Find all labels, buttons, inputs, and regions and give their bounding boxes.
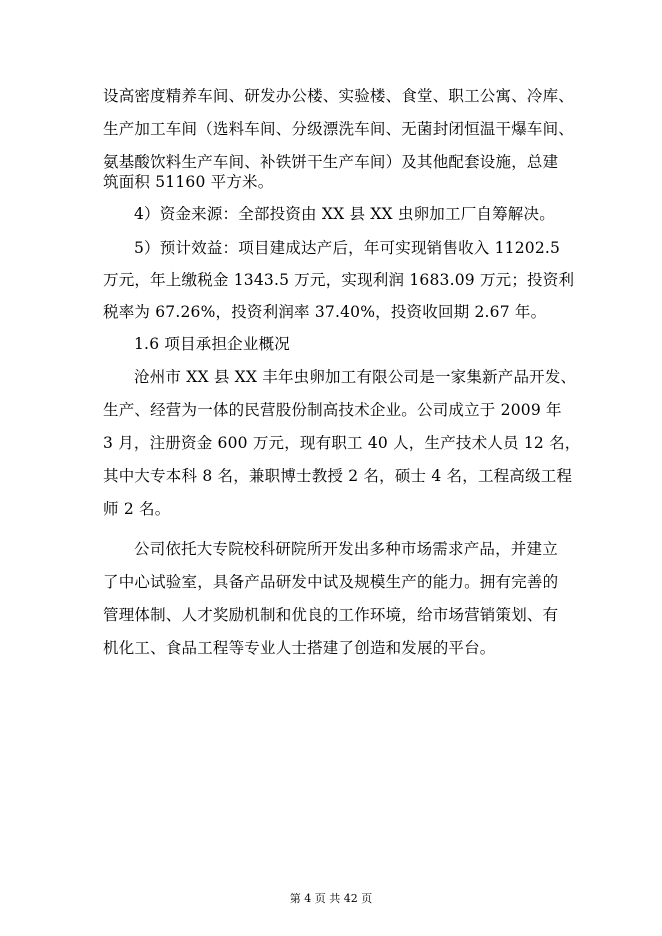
p1-line-2: 生产加工车间（选料车间、分级漂洗车间、无菌封闭恒温干爆车间、 [103,120,575,138]
p1-line-1: 设高密度精养车间、研发办公楼、实验楼、食堂、职工公寓、冷库、 [103,87,575,105]
page-footer: 第 4 页 共 42 页 [289,892,373,905]
p4-line-4: 其中大专本科 8 名，兼职博士教授 2 名，硕士 4 名，工程高级工程 [103,467,573,485]
p5-line-3: 管理体制、人才奖励机制和优良的工作环境，给市场营销策划、有 [103,606,559,624]
p3-line-1: 5）预计效益：项目建成达产后，年可实现销售收入 11202.5 [134,239,561,257]
p4-line-5: 师 2 名。 [103,500,171,518]
p5-line-1: 公司依托大专院校科研院所开发出多种市场需求产品，并建立 [134,540,558,558]
section-heading: 1.6 项目承担企业概况 [134,335,290,353]
p4-line-2: 生产、经营为一体的民营股份制高技术企业。公司成立于 2009 年 [103,401,562,419]
p5-line-4: 机化工、食品工程等专业人士搭建了创造和发展的平台。 [103,639,496,657]
p3-line-2: 万元，年上缴税金 1343.5 万元，实现利润 1683.09 万元；投资利 [103,271,575,289]
p1-line-3: 氨基酸饮料生产车间、补铁饼干生产车间）及其他配套设施，总建 [103,153,559,171]
p2-line-1: 4）资金来源：全部投资由 XX 县 XX 虫卵加工厂自筹解决。 [134,205,555,223]
p1-line-4: 筑面积 51160 平方米。 [103,173,274,191]
p4-line-3: 3 月，注册资金 600 万元，现有职工 40 人，生产技术人员 12 名， [103,434,581,452]
p5-line-2: 了中心试验室，具备产品研发中试及规模生产的能力。拥有完善的 [103,573,559,591]
p4-line-1: 沧州市 XX 县 XX 丰年虫卵加工有限公司是一家集新产品开发、 [134,368,577,386]
p3-line-3: 税率为 67.26%，投资利润率 37.40%，投资收回期 2.67 年。 [103,303,547,321]
